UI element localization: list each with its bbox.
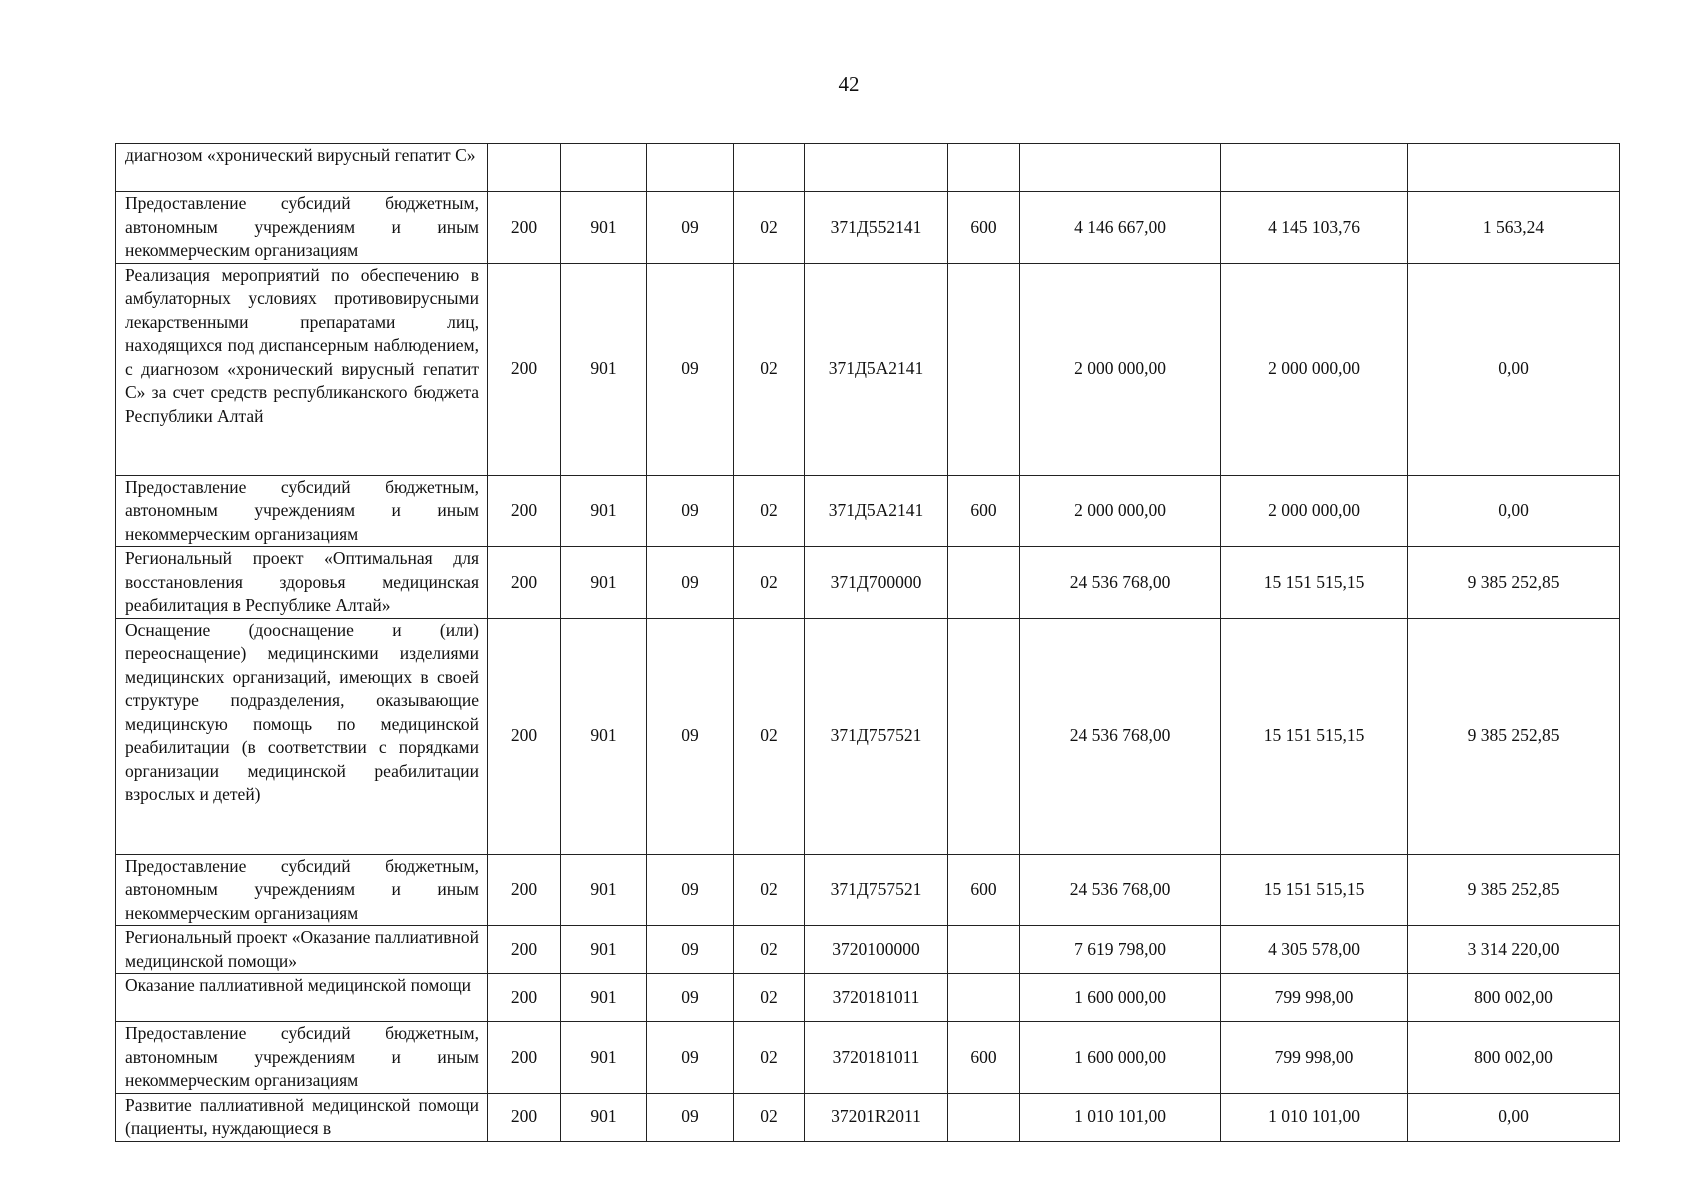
- row-description: Предоставление субсидий бюджетным, автономным учреждениям и иным некоммерческим организациям: [125, 855, 479, 923]
- code-rz-cell: 09: [647, 926, 734, 974]
- code-gr-cell: 200: [488, 192, 561, 264]
- row-description: Оснащение (дооснащение и (или) переоснащение) медицинскими изделиями медицинских организаций, имеющих в своей структуре подразделения, оказывающие медицинскую помощь по медицинской реабилитации (в соответствии с порядками организации медицинской реабилитации взрослых и детей): [125, 619, 479, 804]
- fact-amount-cell: 1 010 101,00: [1221, 1093, 1408, 1141]
- code-csr-cell: 371Д552141: [805, 192, 948, 264]
- row-description: Оказание паллиативной медицинской помощи: [125, 975, 472, 995]
- plan-amount-cell: 2 000 000,00: [1020, 475, 1221, 547]
- description-cell: [116, 475, 488, 547]
- code-ved-cell: 901: [561, 263, 647, 475]
- code-ved-cell: 901: [561, 475, 647, 547]
- code-rz-cell: 09: [647, 1093, 734, 1141]
- plan-amount-cell: 1 010 101,00: [1020, 1093, 1221, 1141]
- code-vr-cell: 600: [948, 475, 1020, 547]
- code-rz-cell: 09: [647, 475, 734, 547]
- description-cell: [116, 263, 488, 475]
- code-csr-cell: 371Д5А2141: [805, 475, 948, 547]
- plan-amount-cell: 24 536 768,00: [1020, 618, 1221, 854]
- code-csr-cell: [805, 144, 948, 192]
- table-row: [116, 974, 1620, 1022]
- code-ved-cell: 901: [561, 192, 647, 264]
- plan-amount-cell: 1 600 000,00: [1020, 1022, 1221, 1094]
- remainder-amount-cell: [1408, 144, 1620, 192]
- description-cell: [116, 618, 488, 854]
- code-gr-cell: [488, 144, 561, 192]
- description-cell: [116, 854, 488, 926]
- row-description: Региональный проект «Оптимальная для восстановления здоровья медицинская реабилитация в Республике Алтай»: [125, 548, 479, 615]
- code-gr-cell: 200: [488, 974, 561, 1022]
- code-vr-cell: 600: [948, 192, 1020, 264]
- row-description: Предоставление субсидий бюджетным, автономным учреждениям и иным некоммерческим организациям: [125, 1023, 479, 1090]
- code-pr-cell: 02: [734, 263, 805, 475]
- description-cell: [116, 1093, 488, 1141]
- plan-amount-cell: [1020, 144, 1221, 192]
- code-ved-cell: 901: [561, 1022, 647, 1094]
- code-rz-cell: 09: [647, 1022, 734, 1094]
- code-gr-cell: 200: [488, 618, 561, 854]
- code-ved-cell: [561, 144, 647, 192]
- table-body: [116, 144, 1620, 1142]
- table-row: [116, 1022, 1620, 1094]
- fact-amount-cell: 15 151 515,15: [1221, 547, 1408, 619]
- code-pr-cell: 02: [734, 926, 805, 974]
- code-vr-cell: [948, 144, 1020, 192]
- plan-amount-cell: 2 000 000,00: [1020, 263, 1221, 475]
- table-row: [116, 547, 1620, 619]
- row-description: Предоставление субсидий бюджетным, автономным учреждениям и иным некоммерческим организациям: [125, 193, 479, 260]
- code-csr-cell: 3720181011: [805, 1022, 948, 1094]
- table-row: [116, 263, 1620, 475]
- code-ved-cell: 901: [561, 974, 647, 1022]
- code-pr-cell: 02: [734, 1093, 805, 1141]
- code-csr-cell: 37201R2011: [805, 1093, 948, 1141]
- remainder-amount-cell: 9 385 252,85: [1408, 618, 1620, 854]
- code-rz-cell: 09: [647, 192, 734, 264]
- code-vr-cell: [948, 974, 1020, 1022]
- code-ved-cell: 901: [561, 854, 647, 926]
- row-description: Региональный проект «Оказание паллиативной медицинской помощи»: [125, 927, 479, 971]
- code-pr-cell: 02: [734, 192, 805, 264]
- code-rz-cell: 09: [647, 618, 734, 854]
- budget-table: [115, 143, 1620, 1142]
- description-cell: [116, 144, 488, 192]
- code-gr-cell: 200: [488, 263, 561, 475]
- code-ved-cell: 901: [561, 926, 647, 974]
- code-csr-cell: 371Д700000: [805, 547, 948, 619]
- code-vr-cell: [948, 547, 1020, 619]
- code-csr-cell: 3720100000: [805, 926, 948, 974]
- table-row: [116, 618, 1620, 854]
- description-cell: [116, 192, 488, 264]
- remainder-amount-cell: 800 002,00: [1408, 974, 1620, 1022]
- fact-amount-cell: 2 000 000,00: [1221, 263, 1408, 475]
- code-rz-cell: 09: [647, 974, 734, 1022]
- fact-amount-cell: 4 305 578,00: [1221, 926, 1408, 974]
- code-ved-cell: 901: [561, 547, 647, 619]
- code-pr-cell: 02: [734, 974, 805, 1022]
- table-row: [116, 854, 1620, 926]
- remainder-amount-cell: 800 002,00: [1408, 1022, 1620, 1094]
- table-row: [116, 926, 1620, 974]
- plan-amount-cell: 24 536 768,00: [1020, 547, 1221, 619]
- remainder-amount-cell: 0,00: [1408, 475, 1620, 547]
- code-vr-cell: [948, 263, 1020, 475]
- plan-amount-cell: 1 600 000,00: [1020, 974, 1221, 1022]
- code-ved-cell: 901: [561, 1093, 647, 1141]
- row-description: Реализация мероприятий по обеспечению в амбулаторных условиях противовирусными лекарственными препаратами лиц, находящихся под диспансерным наблюдением, с диагнозом «хронический вирусный гепатит С» за счет средств республиканского бюджета Республики Алтай: [125, 264, 479, 426]
- code-pr-cell: 02: [734, 1022, 805, 1094]
- fact-amount-cell: 4 145 103,76: [1221, 192, 1408, 264]
- code-rz-cell: [647, 144, 734, 192]
- code-gr-cell: 200: [488, 854, 561, 926]
- fact-amount-cell: 2 000 000,00: [1221, 475, 1408, 547]
- description-cell: [116, 547, 488, 619]
- table-row: [116, 192, 1620, 264]
- fact-amount-cell: 799 998,00: [1221, 974, 1408, 1022]
- code-vr-cell: [948, 1093, 1020, 1141]
- code-csr-cell: 371Д757521: [805, 618, 948, 854]
- code-rz-cell: 09: [647, 263, 734, 475]
- code-gr-cell: 200: [488, 1022, 561, 1094]
- remainder-amount-cell: 0,00: [1408, 263, 1620, 475]
- code-csr-cell: 371Д757521: [805, 854, 948, 926]
- description-cell: [116, 974, 488, 1022]
- code-gr-cell: 200: [488, 1093, 561, 1141]
- description-cell: [116, 926, 488, 974]
- table-row: [116, 1093, 1620, 1141]
- table-row: [116, 475, 1620, 547]
- code-vr-cell: 600: [948, 1022, 1020, 1094]
- fact-amount-cell: 15 151 515,15: [1221, 854, 1408, 926]
- code-gr-cell: 200: [488, 475, 561, 547]
- code-rz-cell: 09: [647, 854, 734, 926]
- code-vr-cell: [948, 618, 1020, 854]
- plan-amount-cell: 24 536 768,00: [1020, 854, 1221, 926]
- code-csr-cell: 371Д5А2141: [805, 263, 948, 475]
- plan-amount-cell: 4 146 667,00: [1020, 192, 1221, 264]
- row-description: Развитие паллиативной медицинской помощи (пациенты, нуждающиеся в: [125, 1094, 479, 1138]
- remainder-amount-cell: 9 385 252,85: [1408, 547, 1620, 619]
- code-csr-cell: 3720181011: [805, 974, 948, 1022]
- code-rz-cell: 09: [647, 547, 734, 619]
- description-cell: [116, 1022, 488, 1094]
- row-description: Предоставление субсидий бюджетным, автономным учреждениям и иным некоммерческим организациям: [125, 476, 479, 544]
- fact-amount-cell: 799 998,00: [1221, 1022, 1408, 1094]
- fact-amount-cell: 15 151 515,15: [1221, 618, 1408, 854]
- code-ved-cell: 901: [561, 618, 647, 854]
- code-pr-cell: 02: [734, 475, 805, 547]
- remainder-amount-cell: 0,00: [1408, 1093, 1620, 1141]
- remainder-amount-cell: 1 563,24: [1408, 192, 1620, 264]
- remainder-amount-cell: 9 385 252,85: [1408, 854, 1620, 926]
- code-vr-cell: 600: [948, 854, 1020, 926]
- code-pr-cell: 02: [734, 854, 805, 926]
- code-pr-cell: 02: [734, 547, 805, 619]
- plan-amount-cell: 7 619 798,00: [1020, 926, 1221, 974]
- table-row: [116, 144, 1620, 192]
- code-gr-cell: 200: [488, 926, 561, 974]
- code-pr-cell: [734, 144, 805, 192]
- code-gr-cell: 200: [488, 547, 561, 619]
- code-vr-cell: [948, 926, 1020, 974]
- page-number: 42: [838, 72, 860, 96]
- fact-amount-cell: [1221, 144, 1408, 192]
- remainder-amount-cell: 3 314 220,00: [1408, 926, 1620, 974]
- row-description: диагнозом «хронический вирусный гепатит С»: [125, 145, 476, 165]
- code-pr-cell: 02: [734, 618, 805, 854]
